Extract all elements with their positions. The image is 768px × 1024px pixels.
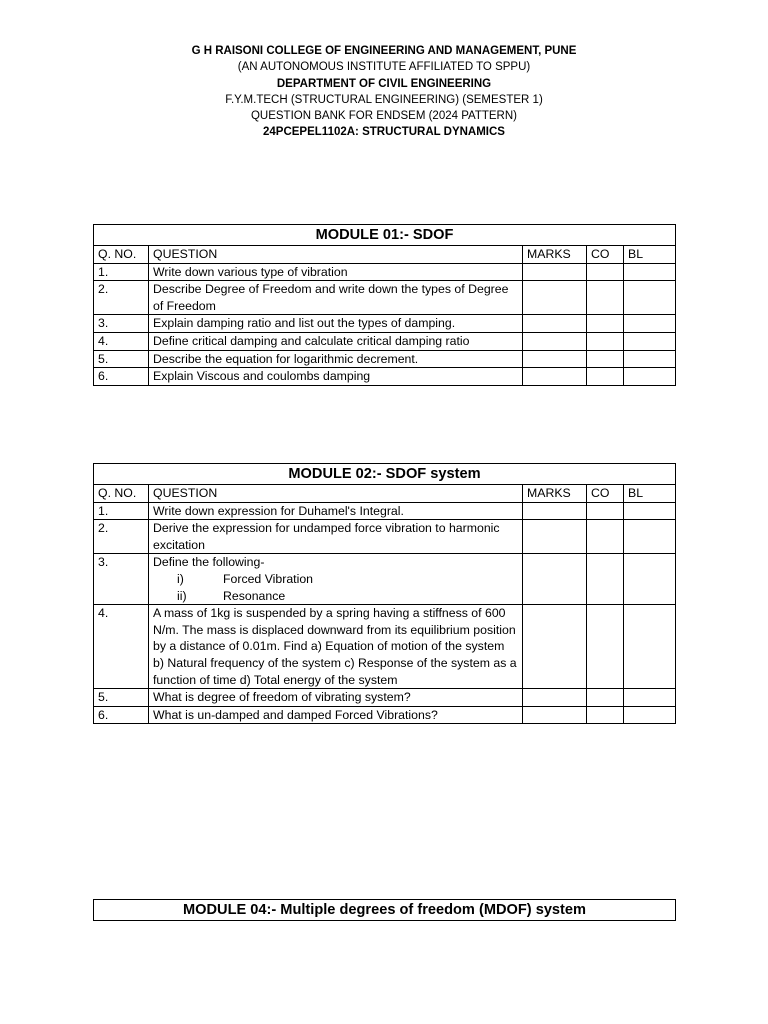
question-text: Describe the equation for logarithmic decrement. <box>149 350 523 368</box>
co-cell <box>587 263 624 281</box>
marks-cell <box>523 605 587 689</box>
marks-cell <box>523 315 587 333</box>
program-name: F.Y.M.TECH (STRUCTURAL ENGINEERING) (SEMESTER 1) <box>225 93 543 106</box>
bl-cell <box>624 605 676 689</box>
question-number: 4. <box>94 332 149 350</box>
sub-item <box>153 571 518 588</box>
co-cell <box>587 554 624 605</box>
co-cell <box>587 281 624 315</box>
bl-cell <box>624 263 676 281</box>
question-number: 4. <box>94 605 149 689</box>
question-number: 5. <box>94 689 149 707</box>
column-header-row <box>94 485 676 503</box>
module-title: MODULE 01:- SDOF <box>94 225 676 246</box>
table-row <box>94 281 676 315</box>
question-text: Define the following- <box>153 555 265 570</box>
sub-item-text: Resonance <box>223 588 286 603</box>
co-cell <box>587 689 624 707</box>
module-01-table <box>93 224 676 386</box>
bl-cell <box>624 332 676 350</box>
question-text: What is un-damped and damped Forced Vibrations? <box>149 706 523 724</box>
table-row <box>94 502 676 520</box>
bl-cell <box>624 315 676 333</box>
question-number: 3. <box>94 315 149 333</box>
table-row <box>94 520 676 554</box>
bl-cell <box>624 520 676 554</box>
question-text: Derive the expression for undamped force vibration to harmonic excitation <box>149 520 523 554</box>
co-header: CO <box>587 246 624 264</box>
co-cell <box>587 315 624 333</box>
bl-cell <box>624 281 676 315</box>
table-row <box>94 332 676 350</box>
college-name: G H RAISONI COLLEGE OF ENGINEERING AND MANAGEMENT, PUNE <box>191 45 577 57</box>
marks-header: MARKS <box>523 485 587 503</box>
co-cell <box>587 332 624 350</box>
marks-cell <box>523 263 587 281</box>
sub-item <box>153 588 518 605</box>
bl-cell <box>624 502 676 520</box>
marks-cell <box>523 706 587 724</box>
table-row <box>94 605 676 689</box>
module-04-table <box>93 899 676 921</box>
marks-cell <box>523 689 587 707</box>
co-cell <box>587 502 624 520</box>
marks-cell <box>523 368 587 386</box>
bl-cell <box>624 689 676 707</box>
marks-cell <box>523 502 587 520</box>
marks-cell <box>523 350 587 368</box>
document-header <box>0 43 768 141</box>
question-text: What is degree of freedom of vibrating system? <box>149 689 523 707</box>
question-number: 3. <box>94 554 149 605</box>
question-number: 2. <box>94 281 149 315</box>
marks-cell <box>523 332 587 350</box>
co-cell <box>587 368 624 386</box>
co-header: CO <box>587 485 624 503</box>
module-02-table <box>93 463 676 724</box>
table-row <box>94 315 676 333</box>
marks-cell <box>523 281 587 315</box>
bl-cell <box>624 368 676 386</box>
module-title: MODULE 04:- Multiple degrees of freedom (MDOF) system <box>94 900 676 921</box>
qno-header: Q. NO. <box>94 246 149 264</box>
question-header: QUESTION <box>149 485 523 503</box>
co-cell <box>587 350 624 368</box>
question-number: 2. <box>94 520 149 554</box>
bl-header: BL <box>624 485 676 503</box>
question-number: 6. <box>94 706 149 724</box>
table-row <box>94 368 676 386</box>
bl-cell <box>624 706 676 724</box>
question-text: Describe Degree of Freedom and write down the types of Degree of Freedom <box>149 281 523 315</box>
marks-cell <box>523 520 587 554</box>
table-row <box>94 350 676 368</box>
question-number: 6. <box>94 368 149 386</box>
question-text: A mass of 1kg is suspended by a spring having a stiffness of 600 N/m. The mass is displaced downward from its equilibrium position by a distance of 0.01m. Find a) Equation of motion of the system b) Natural frequency of the system c) Response of the system as a function of time d) Total energy of the system <box>149 605 523 689</box>
course-title: 24PCEPEL1102A: STRUCTURAL DYNAMICS <box>263 126 505 139</box>
column-header-row <box>94 246 676 264</box>
question-text: Write down expression for Duhamel's Integral. <box>149 502 523 520</box>
co-cell <box>587 605 624 689</box>
table-row <box>94 706 676 724</box>
question-header: QUESTION <box>149 246 523 264</box>
table-row <box>94 554 676 605</box>
sub-item-text: Forced Vibration <box>223 571 313 586</box>
bl-cell <box>624 554 676 605</box>
bl-header: BL <box>624 246 676 264</box>
bl-cell <box>624 350 676 368</box>
sub-item-number: i) <box>177 571 184 586</box>
question-text: Explain Viscous and coulombs damping <box>149 368 523 386</box>
marks-header: MARKS <box>523 246 587 264</box>
question-number: 5. <box>94 350 149 368</box>
question-text: Write down various type of vibration <box>149 263 523 281</box>
question-number: 1. <box>94 502 149 520</box>
sub-item-number: ii) <box>177 588 187 603</box>
table-row <box>94 263 676 281</box>
department-name: DEPARTMENT OF CIVIL ENGINEERING <box>276 77 492 90</box>
co-cell <box>587 520 624 554</box>
marks-cell <box>523 554 587 605</box>
table-row <box>94 689 676 707</box>
question-text: Explain damping ratio and list out the types of damping. <box>149 315 523 333</box>
autonomous-note: (AN AUTONOMOUS INSTITUTE AFFILIATED TO SPPU) <box>237 61 531 74</box>
qno-header: Q. NO. <box>94 485 149 503</box>
question-number: 1. <box>94 263 149 281</box>
module-title: MODULE 02:- SDOF system <box>94 464 676 485</box>
question-bank-title: QUESTION BANK FOR ENDSEM (2024 PATTERN) <box>250 110 518 123</box>
co-cell <box>587 706 624 724</box>
question-text: Define critical damping and calculate critical damping ratio <box>149 332 523 350</box>
question-cell <box>149 554 523 605</box>
